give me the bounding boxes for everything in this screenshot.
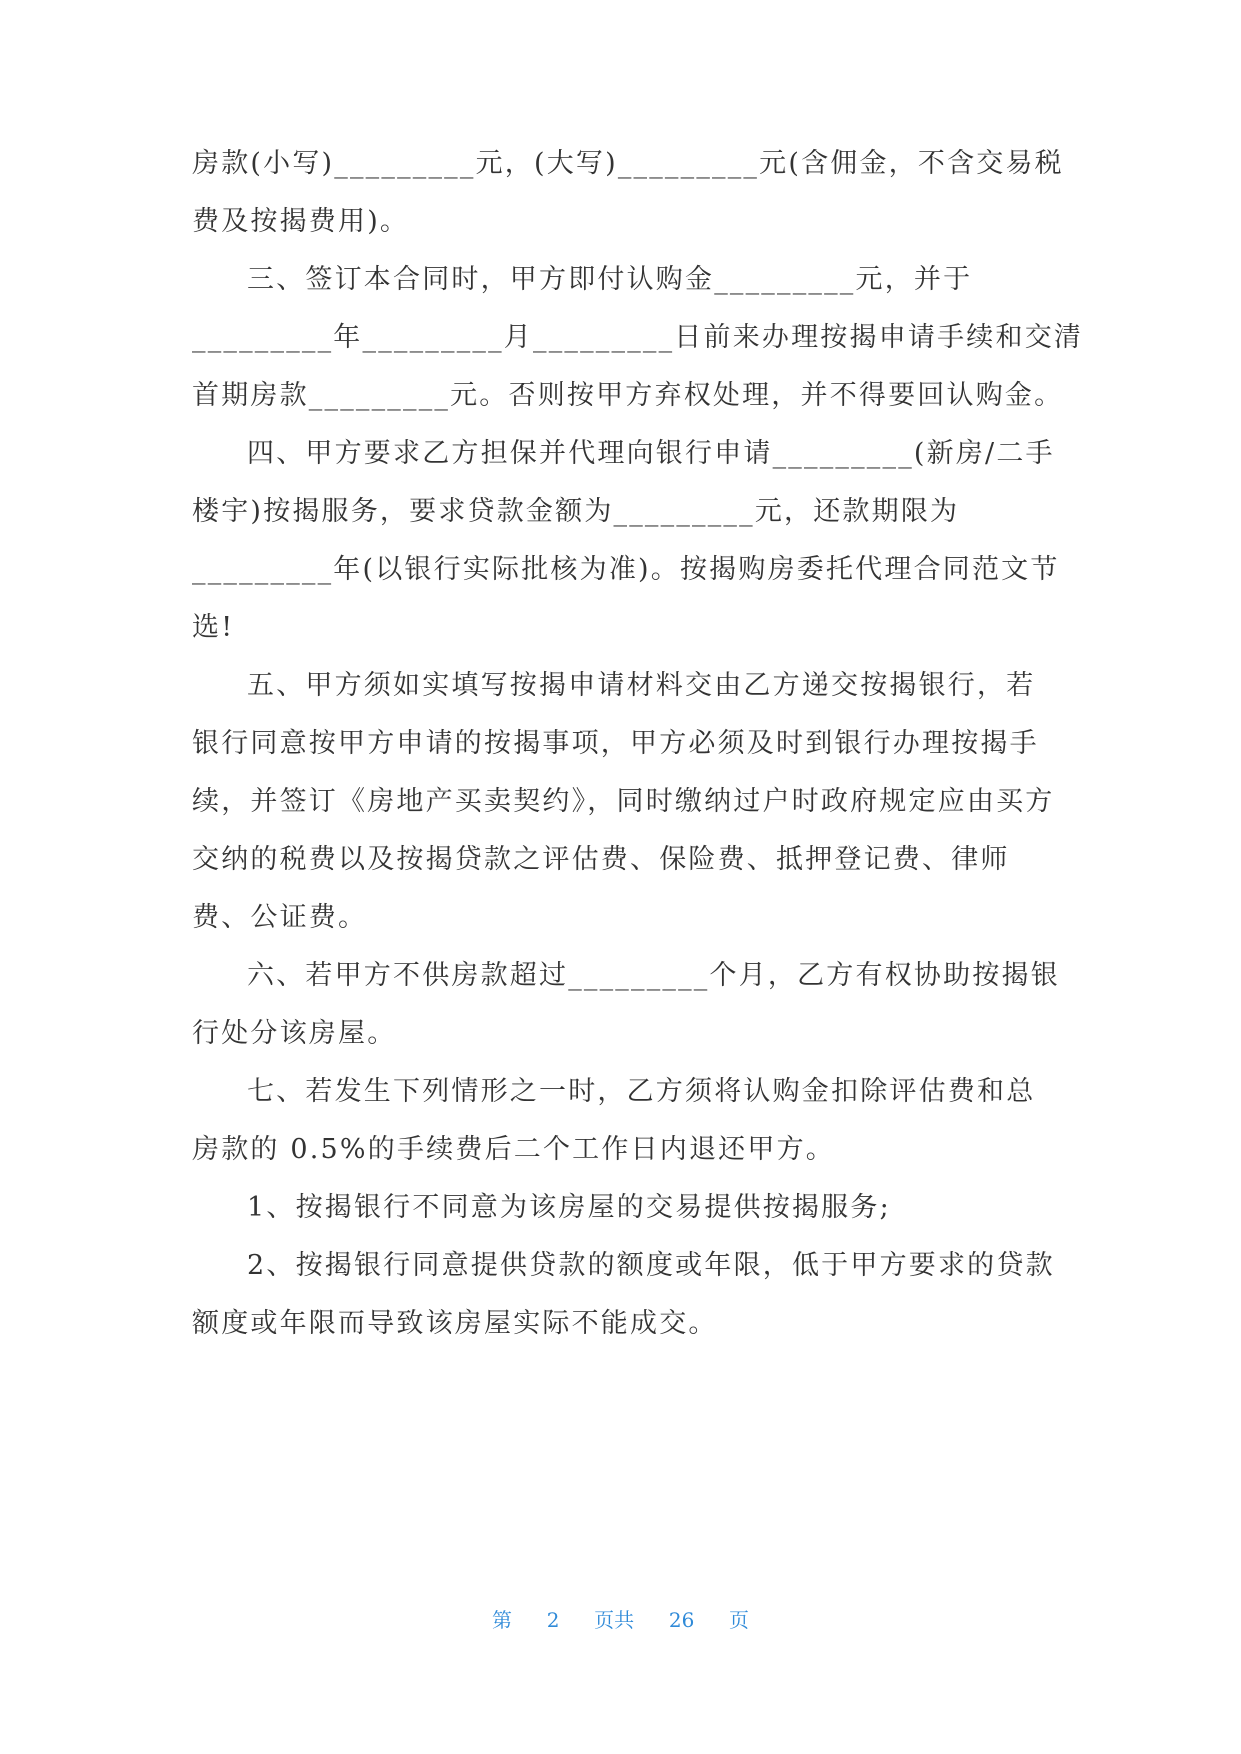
text-line-11: 银行同意按甲方申请的按揭事项，甲方必须及时到银行办理按揭手: [192, 728, 1039, 759]
footer-middle: 页共: [594, 1608, 635, 1632]
text-line-13: 交纳的税费以及按揭贷款之评估费、保险费、抵押登记费、律师: [192, 844, 1010, 875]
text-line-10: 五、甲方须如实填写按揭申请材料交由乙方递交按揭银行，若: [247, 670, 1036, 701]
text-line-12: 续，并签订《房地产买卖契约》，同时缴纳过户时政府规定应由买方: [192, 786, 1055, 817]
text-line-15: 六、若甲方不供房款超过_________个月，乙方有权协助按揭银: [247, 960, 1060, 991]
text-line-8: _________年(以银行实际批核为准)。按揭购房委托代理合同范文节: [192, 554, 1060, 585]
text-line-9: 选!: [192, 612, 235, 643]
text-line-17: 七、若发生下列情形之一时，乙方须将认购金扣除评估费和总: [247, 1076, 1036, 1107]
text-line-19: 1、按揭银行不同意为该房屋的交易提供按揭服务;: [247, 1192, 891, 1223]
text-line-5: 首期房款_________元。否则按甲方弃权处理，并不得要回认购金。: [192, 380, 1064, 411]
text-line-18: 房款的 0.5%的手续费后二个工作日内退还甲方。: [192, 1134, 835, 1165]
footer-current-page: 2: [546, 1608, 560, 1632]
text-line-6: 四、甲方要求乙方担保并代理向银行申请_________(新房/二手: [247, 438, 1055, 469]
text-line-1: 房款(小写)_________元，(大写)_________元(含佣金，不含交易税: [192, 148, 1064, 179]
text-line-2: 费及按揭费用)。: [192, 206, 410, 237]
text-line-14: 费、公证费。: [192, 902, 368, 933]
text-line-7: 楼宇)按揭服务，要求贷款金额为_________元，还款期限为: [192, 496, 960, 527]
text-line-4: _________年_________月_________日前来办理按揭申请手续和交清: [192, 322, 1084, 353]
text-line-16: 行处分该房屋。: [192, 1018, 397, 1049]
text-line-3: 三、签订本合同时，甲方即付认购金_________元，并于: [247, 264, 973, 295]
footer-total-pages: 26: [668, 1608, 695, 1632]
text-line-21: 额度或年限而导致该房屋实际不能成交。: [192, 1308, 718, 1339]
footer-prefix: 第: [491, 1608, 512, 1632]
footer-suffix: 页: [729, 1608, 750, 1632]
page-footer: [0, 1604, 1241, 1633]
text-line-20: 2、按揭银行同意提供贷款的额度或年限，低于甲方要求的贷款: [247, 1250, 1055, 1281]
